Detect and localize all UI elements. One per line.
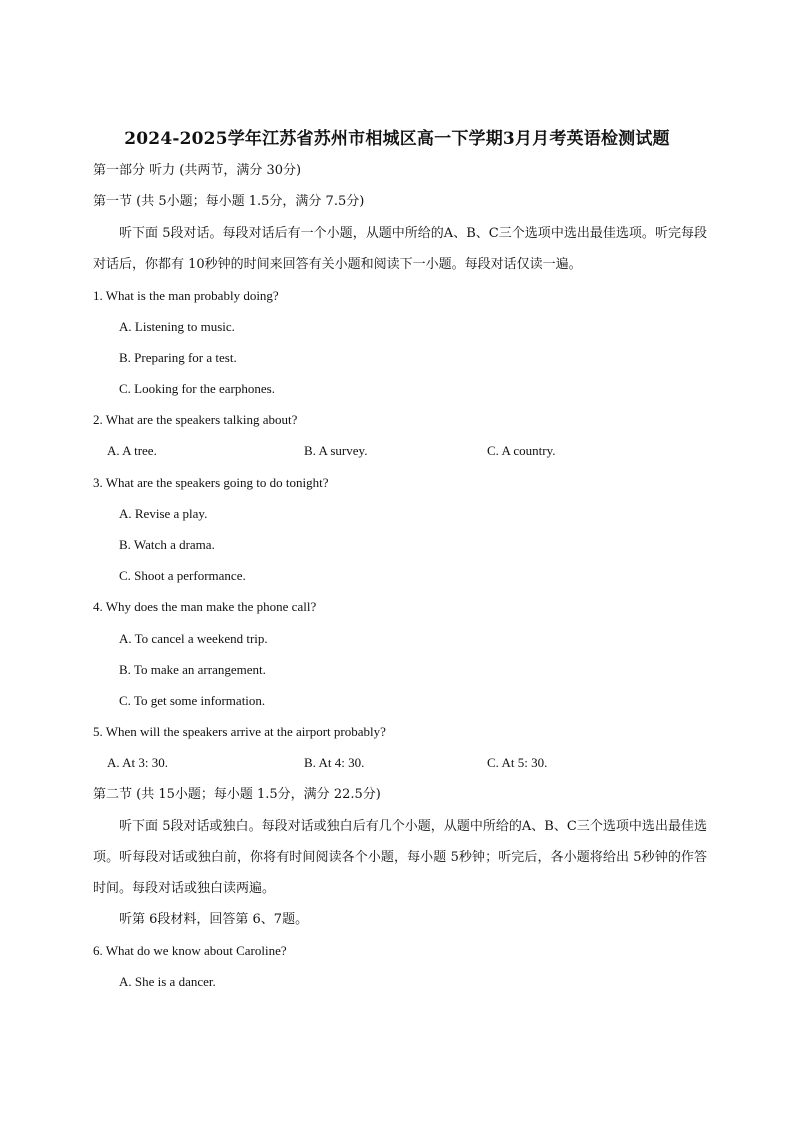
question-6-stem: 6. What do we know about Caroline? bbox=[93, 943, 287, 958]
question-2-option-c: C. A country. bbox=[487, 443, 556, 458]
question-5-option-c: C. At 5: 30. bbox=[487, 755, 548, 770]
question-4-stem: 4. Why does the man make the phone call? bbox=[93, 599, 317, 614]
question-1-stem: 1. What is the man probably doing? bbox=[93, 288, 279, 303]
question-4-option-b: B. To make an arrangement. bbox=[119, 662, 266, 677]
question-2-stem: 2. What are the speakers talking about? bbox=[93, 412, 298, 427]
question-1-option-c: C. Looking for the earphones. bbox=[119, 381, 275, 396]
question-1-option-a: A. Listening to music. bbox=[119, 319, 235, 334]
question-5-option-a: A. At 3: 30. bbox=[107, 755, 169, 770]
material6-intro: 听第 6段材料，回答第 6、7题。 bbox=[119, 912, 309, 927]
question-6-option-a: A. She is a dancer. bbox=[119, 974, 216, 989]
question-4-option-c: C. To get some information. bbox=[119, 693, 266, 708]
section1-heading: 第一节 (共 5小题；每小题 1.5分，满分 7.5分) bbox=[93, 194, 365, 209]
question-5-option-b: B. At 4: 30. bbox=[304, 755, 365, 770]
question-3-option-c: C. Shoot a performance. bbox=[119, 568, 246, 583]
part1-heading: 第一部分 听力 (共两节，满分 30分) bbox=[93, 163, 302, 178]
question-1-option-b: B. Preparing for a test. bbox=[119, 350, 237, 365]
question-5-stem: 5. When will the speakers arrive at the airport probably? bbox=[93, 724, 386, 739]
question-4-option-a: A. To cancel a weekend trip. bbox=[119, 631, 268, 646]
question-2-option-b: B. A survey. bbox=[304, 443, 368, 458]
question-3-option-a: A. Revise a play. bbox=[119, 506, 208, 521]
page-title: 2024-2025学年江苏省苏州市相城区高一下学期3月月考英语检测试题 bbox=[124, 129, 670, 149]
question-3-option-b: B. Watch a drama. bbox=[119, 537, 215, 552]
question-3-stem: 3. What are the speakers going to do tonight? bbox=[93, 475, 329, 490]
question-2-option-a: A. A tree. bbox=[107, 443, 157, 458]
section2-instructions: 听下面 5段对话或独白。每段对话或独白后有几个小题，从题中所给的A、B、C三个选项中选出最佳选项。听每段对话或独白前，你将有时间阅读各个小题，每小题 5秒钟；听完后，各小题将给出 5秒钟的作答时间。每段对话或独白读两遍。 bbox=[93, 819, 707, 896]
section1-instructions: 听下面 5段对话。每段对话后有一个小题，从题中所给的A、B、C三个选项中选出最佳选项。听完每段对话后，你都有 10秒钟的时间来回答有关小题和阅读下一小题。每段对话仅读一遍。 bbox=[93, 226, 707, 272]
section2-heading: 第二节 (共 15小题；每小题 1.5分，满分 22.5分) bbox=[93, 787, 381, 802]
